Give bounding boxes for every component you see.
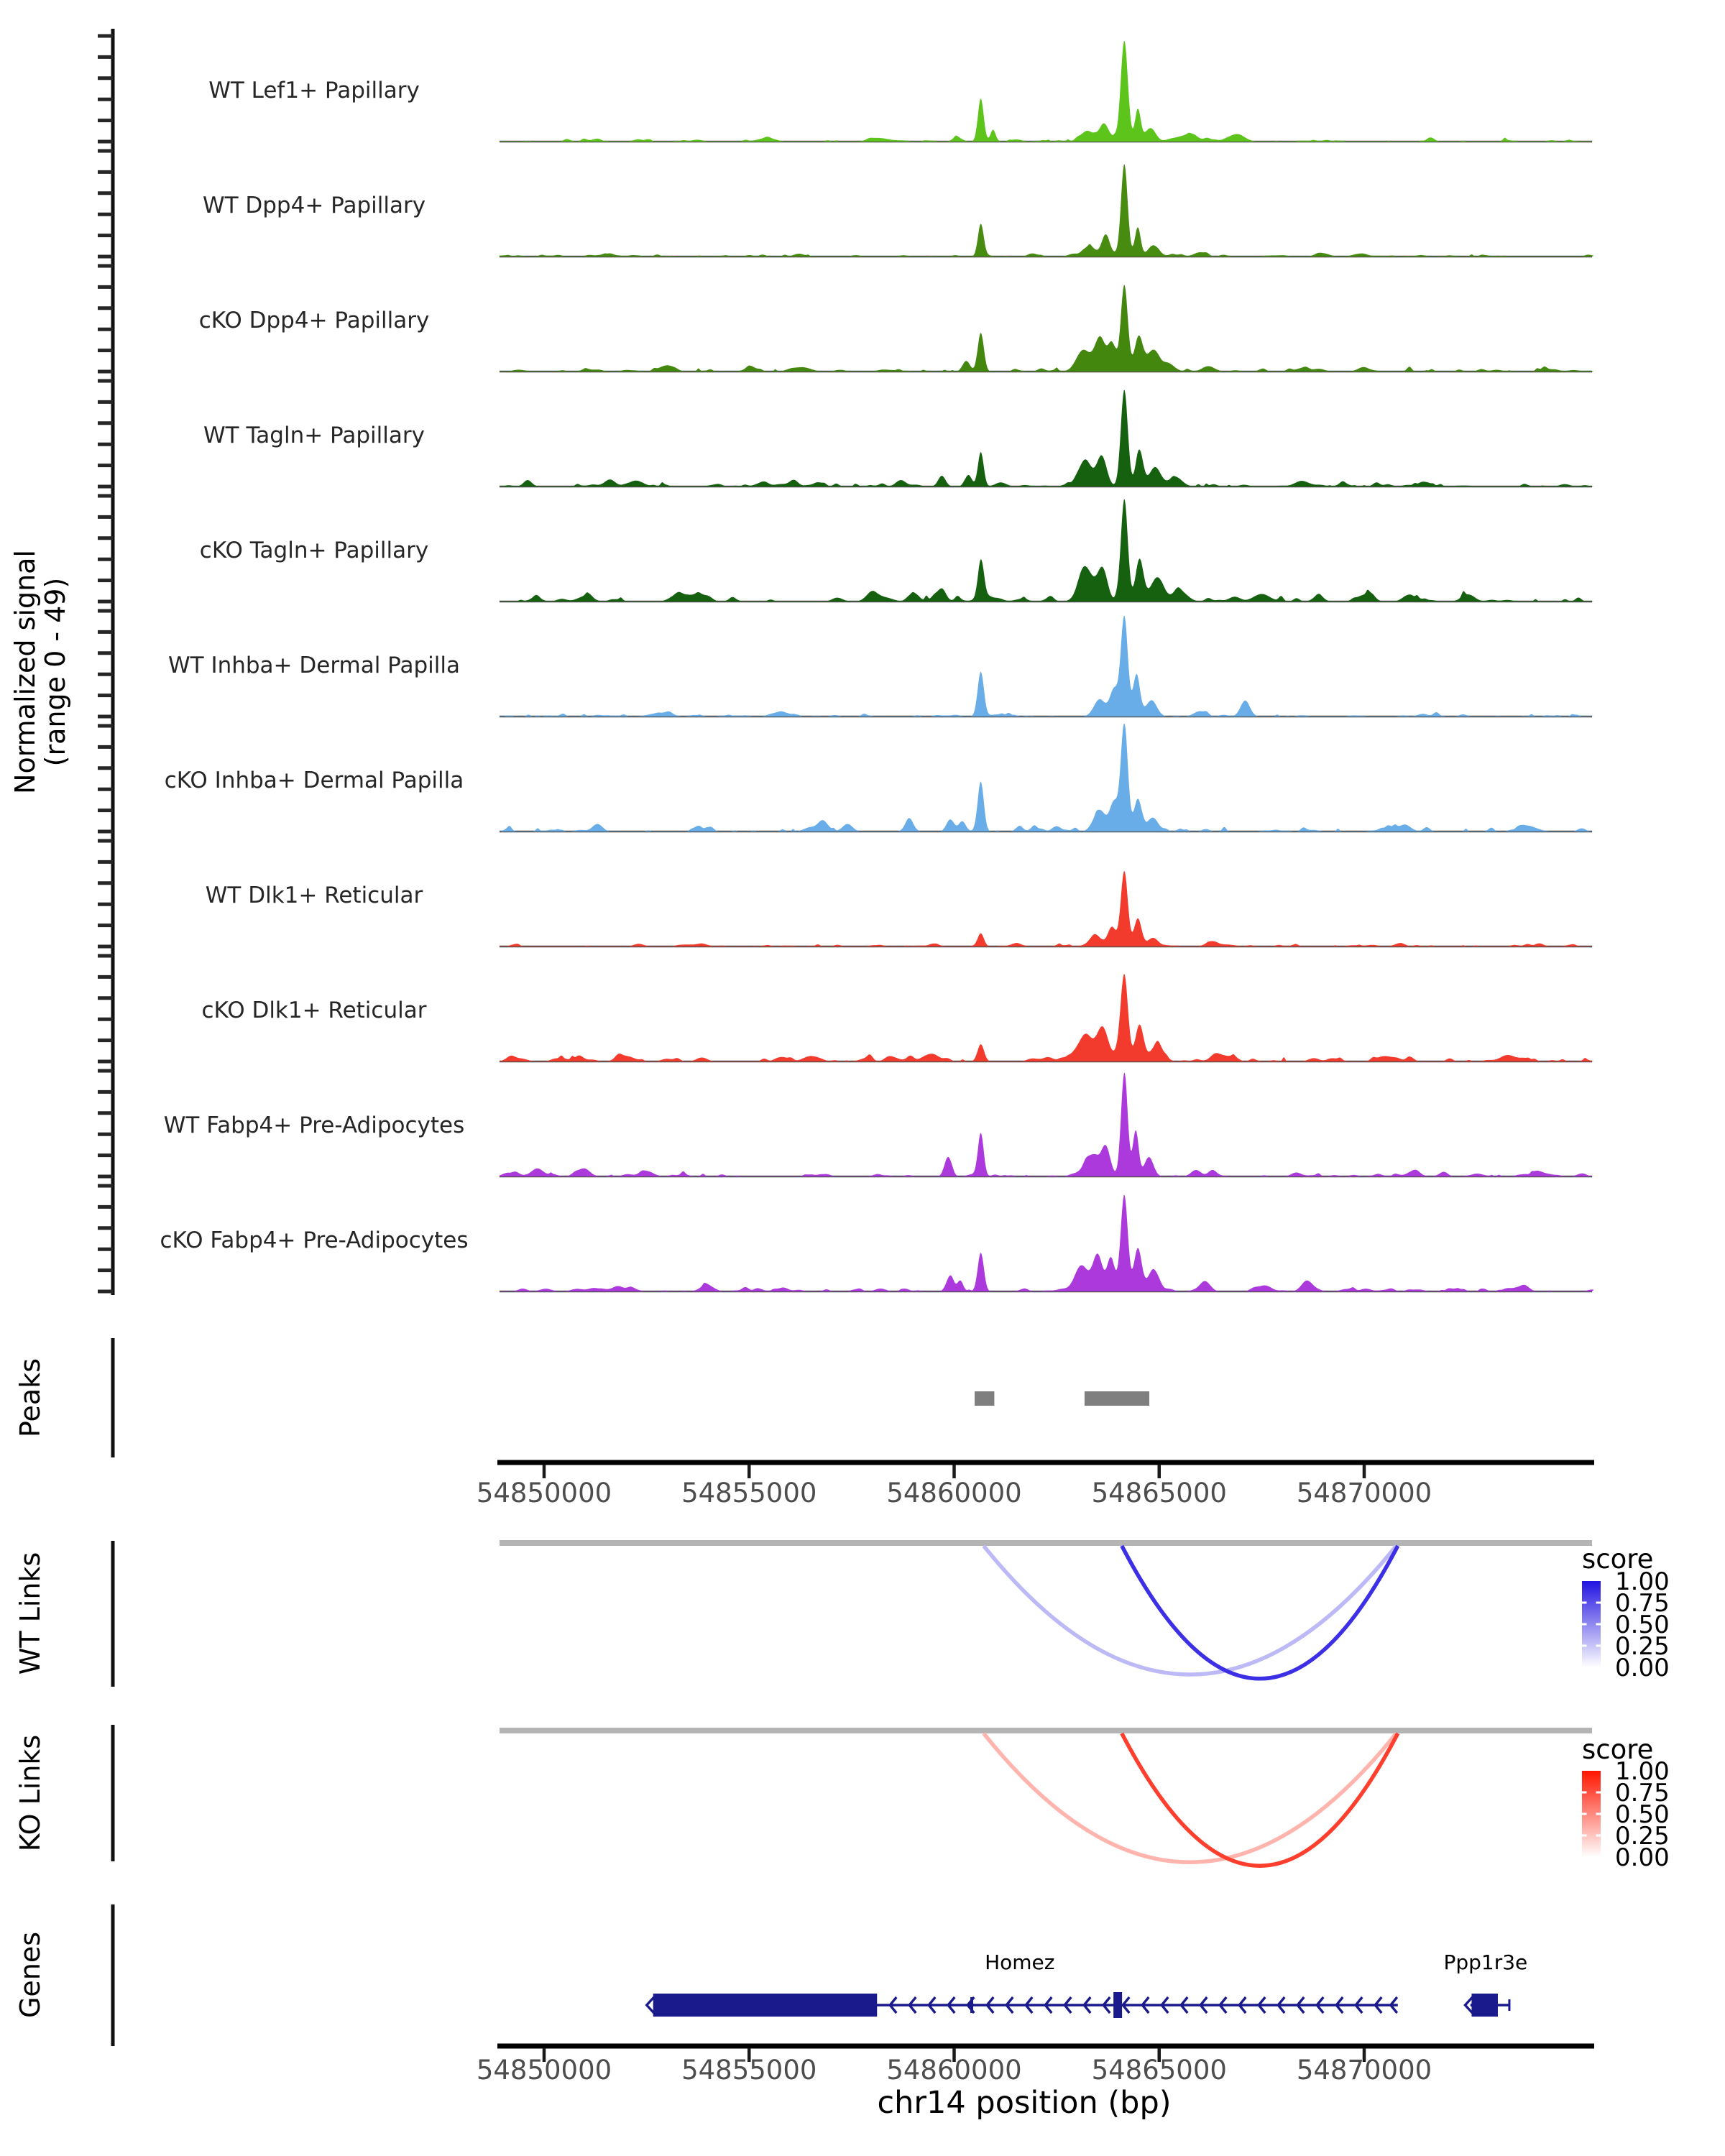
peak-interval: [1085, 1391, 1149, 1406]
track-label: cKO Dpp4+ Papillary: [198, 308, 430, 333]
wt-links-group: [113, 1541, 1592, 1687]
gene-exon-box: [1471, 1994, 1498, 2017]
track-label: cKO Inhba+ Dermal Papilla: [164, 768, 464, 793]
gene-name-label: Ppp1r3e: [1443, 1950, 1528, 1974]
track-label: cKO Tagln+ Papillary: [199, 538, 429, 563]
genes-section-label: Genes: [14, 1931, 46, 2019]
x-axis-tick-label: 54860000: [886, 1478, 1022, 1508]
y-axis-label-line2: (range 0 - 49): [40, 577, 71, 767]
x-axis-tick-label: 54870000: [1296, 1478, 1432, 1508]
legend-tick-label: 0.75: [1615, 1589, 1670, 1618]
legend-tick-label: 0.50: [1615, 1611, 1670, 1639]
ko-links-section-label: KO Links: [14, 1734, 46, 1852]
x-axis-tick-label: 54865000: [1091, 2055, 1227, 2086]
signal-area: [499, 974, 1593, 1061]
track-label: WT Tagln+ Papillary: [203, 423, 425, 448]
genes-track-group: [113, 1904, 1527, 2046]
legend-tick-label: 0.50: [1615, 1800, 1670, 1829]
x-axis-tick-label: 54860000: [886, 2055, 1022, 2086]
gene-exon-box: [653, 1994, 877, 2017]
legend-tick-label: 1.00: [1615, 1757, 1670, 1786]
gene-name-label: Homez: [985, 1950, 1055, 1974]
legend-tick-label: 0.00: [1615, 1843, 1670, 1872]
bottom-x-axis: [477, 2046, 1594, 2086]
signal-area: [499, 390, 1593, 487]
signal-area: [499, 724, 1593, 831]
signal-tracks-group: [98, 29, 1594, 1295]
signal-area: [499, 616, 1593, 717]
x-axis-tick-label: 54850000: [476, 2055, 612, 2086]
peaks-track-group: [113, 1338, 1149, 1457]
gene-exon-box: [970, 1997, 973, 2013]
x-axis-tick-label: 54870000: [1296, 2055, 1432, 2086]
peak-interval: [975, 1391, 994, 1406]
gene-exon-box: [1113, 1992, 1122, 2018]
track-label: cKO Fabp4+ Pre-Adipocytes: [160, 1227, 469, 1253]
signal-area: [499, 285, 1593, 372]
legend-tick-label: 0.75: [1615, 1779, 1670, 1807]
track-label: cKO Dlk1+ Reticular: [201, 998, 427, 1023]
signal-area: [499, 41, 1593, 142]
ko-links-group: [113, 1725, 1592, 1866]
legend-tick-label: 0.00: [1615, 1654, 1670, 1682]
signal-area: [499, 1195, 1593, 1291]
x-axis-tick-label: 54855000: [681, 1478, 817, 1508]
signal-area: [499, 499, 1593, 602]
x-axis-tick-label: 54865000: [1091, 1478, 1227, 1508]
signal-area: [499, 165, 1593, 257]
track-label: WT Lef1+ Papillary: [208, 78, 420, 103]
score-legends: [1582, 1544, 1670, 1872]
y-axis-label-line1: Normalized signal: [9, 550, 41, 794]
legend-title: score: [1582, 1734, 1654, 1765]
x-axis-tick-label: 54855000: [681, 2055, 817, 2086]
link-arc: [984, 1546, 1397, 1674]
legend-tick-label: 1.00: [1615, 1567, 1670, 1596]
peaks-section-label: Peaks: [14, 1358, 46, 1438]
track-label: WT Dlk1+ Reticular: [205, 883, 423, 908]
x-axis-tick-label: 54850000: [476, 1478, 612, 1508]
track-label: WT Inhba+ Dermal Papilla: [168, 653, 460, 678]
x-axis-title: chr14 position (bp): [877, 2085, 1172, 2121]
middle-x-axis: [477, 1462, 1594, 1508]
legend-title: score: [1582, 1544, 1654, 1575]
track-label: WT Dpp4+ Papillary: [202, 193, 426, 218]
signal-area: [499, 1072, 1593, 1176]
strand-arrow-icon: [647, 1997, 654, 2013]
signal-area: [499, 871, 1593, 946]
wt-links-section-label: WT Links: [14, 1552, 46, 1675]
legend-tick-label: 0.25: [1615, 1822, 1670, 1851]
track-label: WT Fabp4+ Pre-Adipocytes: [163, 1112, 465, 1138]
link-arc: [984, 1733, 1397, 1862]
legend-tick-label: 0.25: [1615, 1632, 1670, 1661]
